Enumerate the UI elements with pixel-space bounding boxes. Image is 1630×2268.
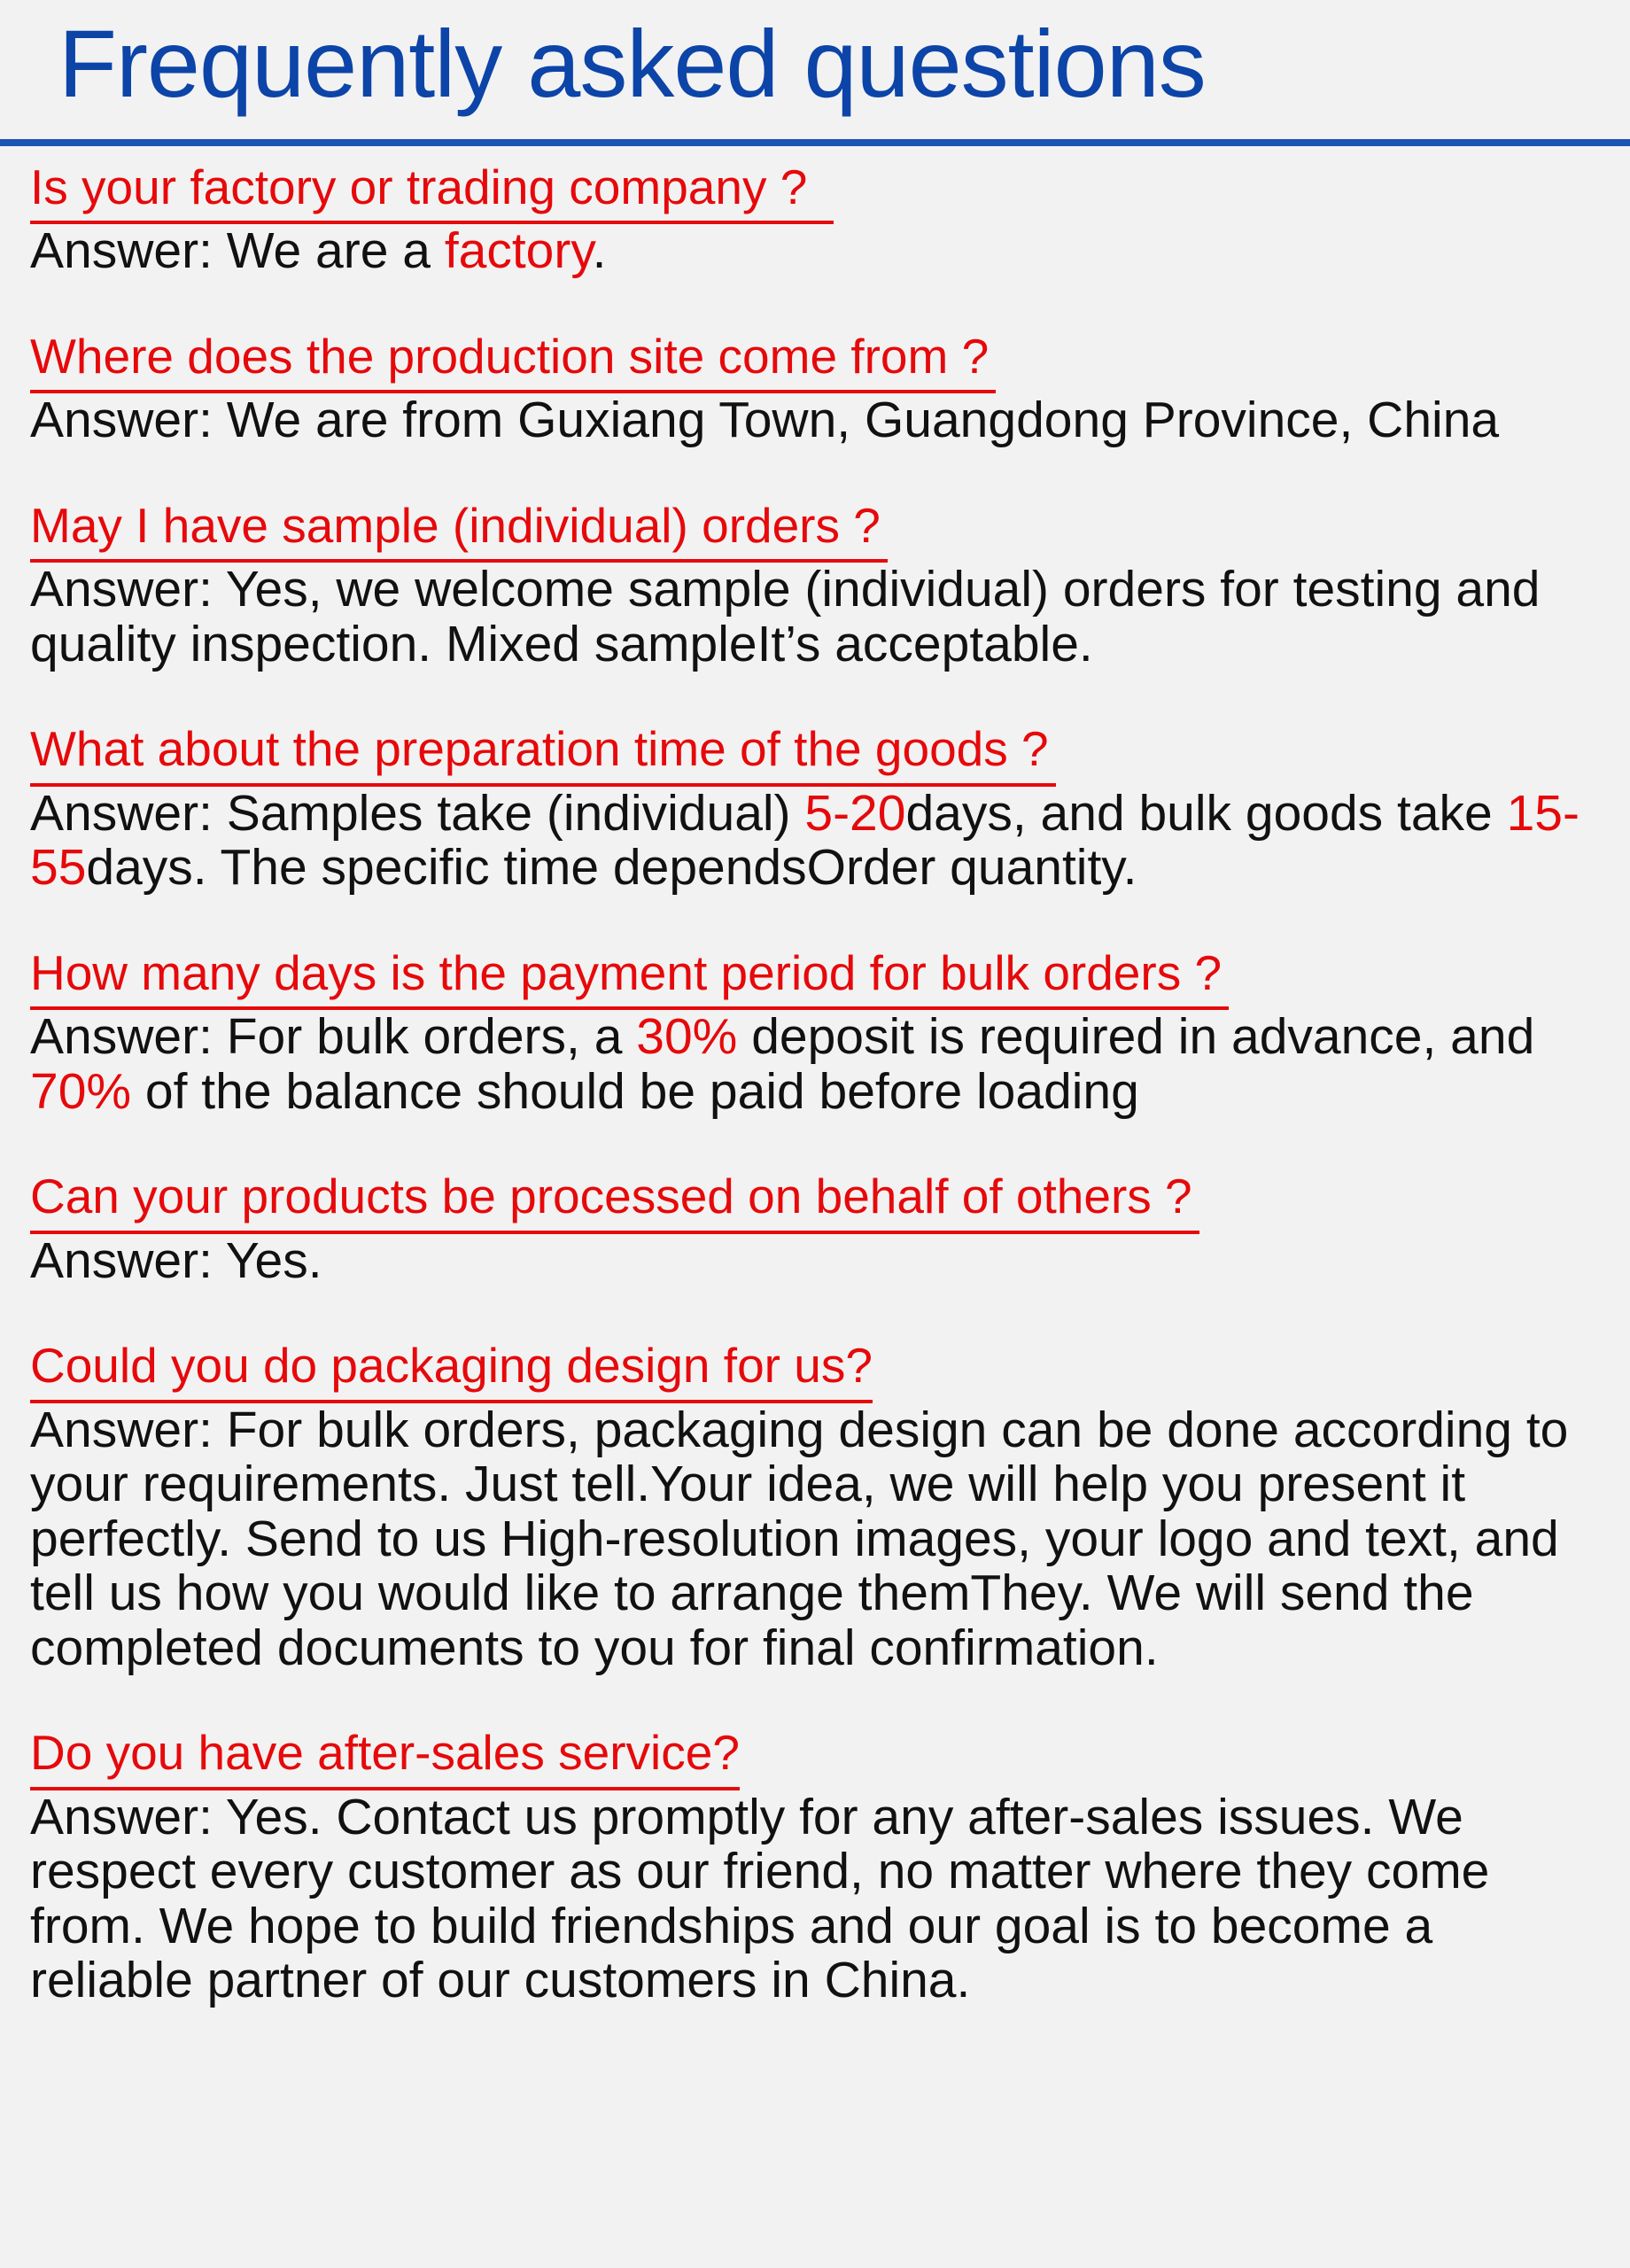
faq-question: Do you have after-sales service? (30, 1727, 740, 1790)
faq-item (30, 1170, 1607, 1288)
faq-item (30, 497, 1607, 672)
faq-question: How many days is the payment period for bulk orders ? (30, 947, 1229, 1010)
faq-answer: Answer: We are from Guxiang Town, Guangdong Province, China (30, 392, 1500, 449)
answer-text: days. The specific time dependsOrder quantity. (86, 839, 1137, 897)
answer-highlight: 30% (636, 1008, 738, 1066)
faq-list (30, 161, 1607, 2008)
answer-highlight: 5-20 (804, 784, 906, 842)
answer-text: Answer: For bulk orders, a (30, 1008, 637, 1066)
faq-question: Can your products be processed on behalf of others ? (30, 1170, 1199, 1233)
page-title: Frequently asked questions (58, 10, 1206, 117)
faq-answer (30, 224, 1607, 279)
answer-highlight: factory (444, 222, 593, 280)
faq-item (30, 723, 1607, 895)
faq-item (30, 330, 1607, 448)
faq-question: Could you do packaging design for us? (30, 1340, 873, 1402)
answer-text: Answer: We are a (30, 222, 445, 280)
faq-answer: Answer: Yes, we welcome sample (individual) orders for testing and quality inspection. Mixed sampleIt’s acceptable. (30, 561, 1541, 672)
faq-answer: Answer: For bulk orders, packaging design can be done according to your requirements. Just tell.Your idea, we will help you present it perfectly. Send to us High-resolution images, your logo and text, and tell us how you would like to arrange themThey. We will send the completed documents to you for final confirmation. (30, 1401, 1569, 1676)
answer-highlight: 70% (30, 1062, 132, 1120)
answer-text: deposit is required in advance, and (737, 1008, 1535, 1066)
faq-answer: Answer: Yes. (30, 1231, 322, 1289)
answer-text: of the balance should be paid before loading (131, 1062, 1139, 1120)
faq-question: May I have sample (individual) orders ? (30, 500, 888, 563)
answer-text: days, and bulk goods take (905, 784, 1507, 842)
faq-question: What about the preparation time of the goods ? (30, 723, 1056, 786)
title-divider (0, 139, 1630, 146)
page-header (0, 0, 1630, 151)
faq-question: Where does the production site come from ? (30, 330, 996, 393)
faq-question: Is your factory or trading company ? (30, 161, 834, 224)
faq-item (30, 944, 1607, 1120)
faq-answer: Answer: Yes. Contact us promptly for any after-sales issues. We respect every customer as our friend, no matter where they come from. We hope to build friendships and our goal is to become a reliable partner of our customers in China. (30, 1788, 1490, 2009)
faq-item (30, 1340, 1607, 1675)
faq-answer (30, 1010, 1607, 1119)
faq-answer (30, 784, 1607, 897)
faq-item (30, 161, 1607, 279)
answer-text: Answer: Samples take (individual) (30, 784, 805, 842)
answer-highlight: 15-55 (30, 784, 1580, 897)
answer-text: . (592, 222, 607, 280)
faq-item (30, 1727, 1607, 2008)
